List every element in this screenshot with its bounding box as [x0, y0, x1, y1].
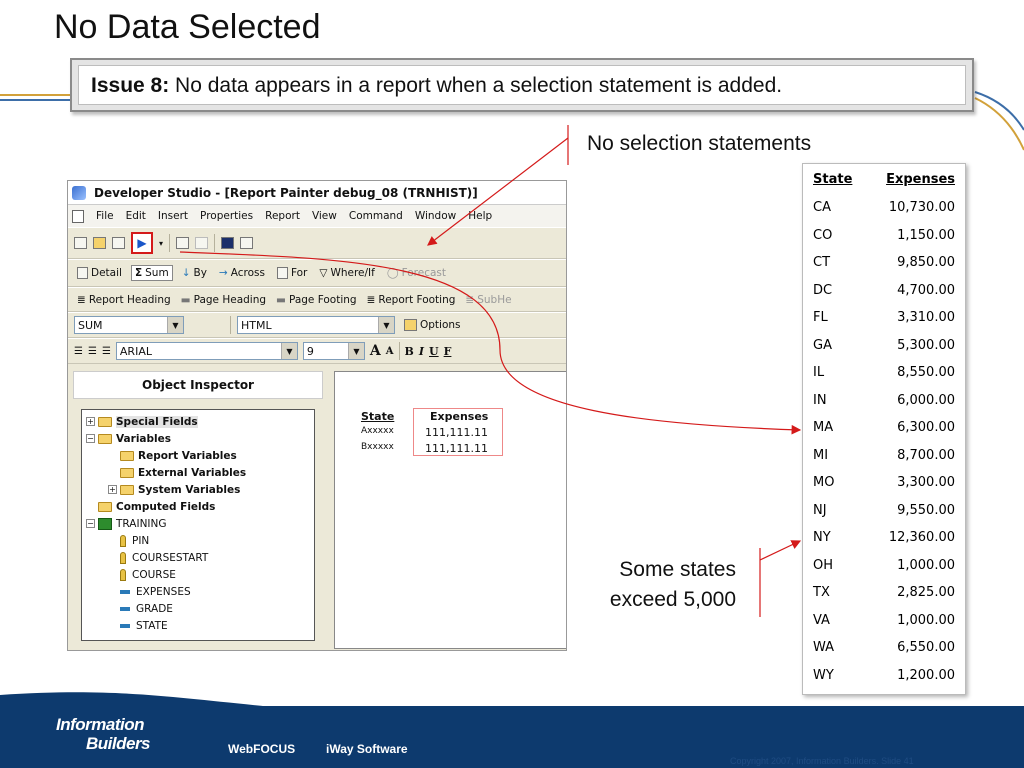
logo-line-2: Builders	[86, 734, 151, 753]
tree-node-grade[interactable]	[86, 600, 310, 617]
menu-report[interactable]: Report	[265, 210, 300, 222]
window-icon[interactable]	[221, 237, 234, 249]
collapse-icon[interactable]: −	[87, 434, 94, 443]
separator	[399, 342, 400, 360]
datasource-icon	[98, 518, 112, 530]
menu-help[interactable]: Help	[468, 210, 493, 222]
cell-expenses: 1,000.00	[897, 557, 955, 573]
cell-state: NJ	[813, 502, 827, 518]
open-icon[interactable]	[93, 237, 106, 249]
issue-box	[70, 58, 974, 112]
tree-label: External Variables	[138, 466, 247, 479]
align-right-icon[interactable]: ☰	[101, 345, 111, 357]
table-row	[803, 359, 965, 387]
chevron-down-icon: ▼	[281, 343, 297, 359]
tree-label: Variables	[116, 432, 171, 445]
tree-label: Special Fields	[116, 415, 198, 428]
document-icon	[72, 210, 84, 223]
table-row	[803, 607, 965, 635]
expenses-table-grid	[803, 164, 965, 689]
bold-button[interactable]: B	[404, 344, 414, 358]
cell-state: TX	[813, 585, 830, 601]
tree-label: Computed Fields	[116, 500, 216, 513]
cell-expenses: 3,310.00	[897, 310, 955, 326]
key-icon	[120, 552, 126, 564]
tree-label: STATE	[136, 619, 168, 632]
folder-icon	[120, 451, 134, 461]
cell-state: MA	[813, 420, 834, 436]
toolbar-output	[68, 312, 566, 338]
footer-product-webfocus: WebFOCUS	[228, 742, 296, 756]
tree-node-expenses[interactable]	[86, 583, 310, 600]
search-icon[interactable]	[195, 237, 208, 249]
tree-node-computed-fields[interactable]	[86, 498, 310, 515]
app-icon	[72, 186, 86, 200]
table-row	[803, 497, 965, 525]
detail-button[interactable]	[74, 266, 125, 280]
f-button[interactable]: F	[443, 344, 452, 358]
tree-node-external-variables[interactable]	[86, 464, 310, 481]
cell-expenses: 9,850.00	[897, 255, 955, 271]
expenses-table	[802, 163, 966, 695]
menu-window[interactable]: Window	[414, 210, 457, 222]
menu-view[interactable]: View	[311, 210, 337, 222]
menu-file[interactable]: File	[96, 210, 114, 222]
toolbar-headings	[68, 287, 566, 312]
folder-icon	[120, 468, 134, 478]
callout-line-1: Some states	[619, 558, 736, 581]
detail-icon	[77, 267, 88, 279]
expand-icon[interactable]: +	[87, 417, 94, 426]
col-header-state: State	[813, 171, 853, 187]
separator	[214, 234, 215, 252]
cell-state: IL	[813, 365, 825, 381]
chevron-down-icon: ▼	[378, 317, 394, 333]
run-button[interactable]: ▶	[131, 232, 153, 254]
tree-label: Report Variables	[138, 449, 237, 462]
cell-expenses: 10,730.00	[888, 200, 955, 216]
options-icon	[404, 319, 417, 331]
canvas-row-value: 111,111.11	[425, 426, 488, 439]
report-canvas[interactable]	[334, 371, 567, 649]
cell-expenses: 8,700.00	[897, 447, 955, 463]
folder-icon	[120, 485, 134, 495]
cell-state: OH	[813, 557, 834, 573]
expand-icon[interactable]: +	[109, 485, 116, 494]
toolbar-report	[68, 259, 566, 287]
heading-icon: ≣	[77, 293, 86, 306]
report-heading-button[interactable]	[74, 293, 174, 307]
callout-no-selection: No selection statements	[587, 132, 812, 155]
canvas-row-value: 111,111.11	[425, 442, 488, 455]
cell-state: WY	[813, 667, 834, 683]
logo-line-1: Information	[56, 715, 144, 734]
where-if-button[interactable]	[316, 266, 377, 280]
sum-button[interactable]	[131, 265, 173, 281]
footing-icon: ▬	[276, 293, 286, 306]
table-row	[803, 332, 965, 360]
grow-font-button[interactable]: A	[369, 343, 381, 359]
sigma-icon: Σ	[134, 267, 143, 279]
report-footing-label: Report Footing	[378, 293, 456, 306]
footing-icon: ≣	[366, 293, 376, 306]
toolbar-standard	[68, 227, 566, 259]
collapse-icon[interactable]: −	[87, 519, 94, 528]
tree-label: GRADE	[136, 602, 173, 615]
page-heading-button[interactable]	[178, 293, 269, 307]
page-title: No Data Selected	[54, 8, 321, 46]
menu-properties[interactable]: Properties	[200, 210, 254, 222]
tree-node-pin[interactable]	[86, 532, 310, 549]
for-icon	[277, 267, 288, 279]
properties-icon[interactable]	[112, 237, 125, 249]
table-row	[803, 387, 965, 415]
new-icon[interactable]	[74, 237, 87, 249]
cell-expenses: 6,300.00	[897, 420, 955, 436]
where-if-label: Where/If	[330, 267, 375, 279]
tree-label: PIN	[132, 534, 150, 547]
verb-select[interactable]	[74, 316, 184, 334]
cell-expenses: 1,150.00	[897, 227, 955, 243]
layout-icon[interactable]	[240, 237, 253, 249]
for-button[interactable]	[274, 266, 310, 280]
tree-label: System Variables	[138, 483, 241, 496]
inspector-tree	[81, 409, 315, 641]
window-titlebar[interactable]	[68, 181, 566, 205]
page-footing-button[interactable]	[273, 293, 360, 307]
footer-product-iway: iWay Software	[326, 742, 408, 756]
col-header-expenses: Expenses	[886, 171, 955, 187]
tree-node-report-variables[interactable]	[86, 447, 310, 464]
by-button[interactable]	[179, 266, 210, 280]
format-select[interactable]	[237, 316, 395, 334]
page-footing-label: Page Footing	[288, 293, 357, 306]
tree-label: COURSESTART	[132, 551, 209, 564]
cell-expenses: 4,700.00	[897, 282, 955, 298]
table-row	[803, 552, 965, 580]
tree-node-special-fields[interactable]	[86, 413, 310, 430]
developer-studio-window	[67, 180, 567, 651]
run-dropdown-icon[interactable]: ▾	[159, 238, 164, 248]
table-row	[803, 524, 965, 552]
cell-state: MO	[813, 475, 835, 491]
key-icon	[120, 569, 126, 581]
field-icon	[120, 590, 130, 594]
canvas-row-state: Bxxxxx	[361, 442, 394, 452]
table-row	[803, 469, 965, 497]
cell-state: CA	[813, 200, 831, 216]
cell-state: GA	[813, 337, 832, 353]
canvas-col-expenses[interactable]: Expenses	[430, 410, 489, 423]
subhead-icon: ≣	[465, 293, 475, 306]
report-footing-button[interactable]	[364, 293, 459, 307]
heading-icon: ▬	[180, 293, 191, 306]
table-header-row	[803, 164, 965, 194]
menu-insert[interactable]: Insert	[157, 210, 189, 222]
forecast-icon: ◯	[386, 267, 399, 279]
tree-node-system-variables[interactable]	[86, 481, 310, 498]
underline-button[interactable]: U	[429, 344, 439, 358]
filter-icon: ▽	[319, 267, 328, 279]
tree-node-course[interactable]	[86, 566, 310, 583]
tree-label: EXPENSES	[136, 585, 191, 598]
across-button[interactable]	[216, 266, 268, 280]
report-heading-label: Report Heading	[88, 293, 171, 306]
font-select[interactable]	[116, 342, 298, 360]
by-label: By	[193, 267, 207, 279]
toolbar-font	[68, 338, 566, 364]
cell-state: CO	[813, 227, 833, 243]
options-button[interactable]	[401, 318, 464, 332]
separator	[230, 316, 231, 334]
cell-expenses: 6,000.00	[897, 392, 955, 408]
page-heading-label: Page Heading	[193, 293, 267, 306]
tree-node-variables[interactable]	[86, 430, 310, 447]
tree-label: TRAINING	[116, 517, 167, 530]
table-row	[803, 222, 965, 250]
cell-expenses: 12,360.00	[888, 530, 955, 546]
arrow-right-icon: →	[218, 267, 228, 279]
table-row	[803, 194, 965, 222]
table-row	[803, 634, 965, 662]
font-value: ARIAL	[119, 344, 152, 358]
inspector-title: Object Inspector	[73, 371, 323, 399]
subhead-button[interactable]	[462, 293, 514, 307]
issue-description: No data appears in a report when a selection statement is added.	[169, 74, 783, 97]
table-row	[803, 277, 965, 305]
issue-label: Issue 8:	[91, 74, 170, 97]
callout-some-states	[570, 555, 736, 615]
cell-expenses: 6,550.00	[897, 640, 955, 656]
copyright-text: Copyright 2007, Information Builders. Slide 41	[730, 756, 914, 766]
detail-label: Detail	[91, 267, 122, 279]
menu-edit[interactable]: Edit	[125, 210, 146, 222]
table-row	[803, 579, 965, 607]
chevron-down-icon: ▼	[348, 343, 364, 359]
verb-value: SUM	[78, 318, 103, 332]
cell-expenses: 1,200.00	[897, 667, 955, 683]
issue-text	[78, 65, 966, 105]
field-icon	[120, 624, 130, 628]
cell-state: DC	[813, 282, 833, 298]
field-icon	[120, 607, 130, 611]
tree-node-state[interactable]	[86, 617, 310, 634]
font-size-value: 9	[306, 344, 314, 358]
callout-line-2: exceed 5,000	[609, 588, 736, 611]
cell-state: MI	[813, 447, 829, 463]
cell-expenses: 9,550.00	[897, 502, 955, 518]
table-row	[803, 304, 965, 332]
cell-state: CT	[813, 255, 831, 271]
canvas-col-state[interactable]: State	[361, 410, 395, 423]
menu-bar	[68, 205, 566, 227]
cell-expenses: 8,550.00	[897, 365, 955, 381]
cell-state: FL	[813, 310, 828, 326]
align-center-icon[interactable]: ☰	[87, 345, 97, 357]
tree-label: COURSE	[132, 568, 176, 581]
cell-expenses: 3,300.00	[897, 475, 955, 491]
report-icon[interactable]	[176, 237, 189, 249]
window-title: Developer Studio - [Report Painter debug_08 (TRNHIST)]	[94, 185, 478, 200]
across-label: Across	[230, 267, 265, 279]
folder-icon	[98, 417, 112, 427]
chevron-down-icon: ▼	[167, 317, 183, 333]
tree-node-coursestart[interactable]	[86, 549, 310, 566]
forecast-label: Forecast	[401, 267, 447, 279]
align-left-icon[interactable]: ☰	[74, 345, 83, 357]
subhead-label: SubHe	[477, 293, 512, 306]
sort-down-icon: ↓	[181, 267, 191, 279]
cell-state: VA	[813, 612, 830, 628]
for-label: For	[290, 267, 308, 279]
tree-node-training[interactable]	[86, 515, 310, 532]
cell-expenses: 5,300.00	[897, 337, 955, 353]
folder-icon	[98, 502, 112, 512]
cell-state: WA	[813, 640, 835, 656]
italic-button[interactable]: I	[418, 344, 425, 358]
forecast-button[interactable]	[384, 266, 449, 280]
sum-label: Sum	[145, 267, 169, 279]
cell-state: NY	[813, 530, 831, 546]
cell-expenses: 1,000.00	[897, 612, 955, 628]
menu-command[interactable]: Command	[348, 210, 403, 222]
cell-expenses: 2,825.00	[897, 585, 955, 601]
table-row	[803, 414, 965, 442]
shrink-font-button[interactable]: A	[385, 345, 394, 357]
key-icon	[120, 535, 126, 547]
folder-icon	[98, 434, 112, 444]
separator	[169, 234, 170, 252]
object-inspector	[71, 371, 325, 649]
font-size-select[interactable]	[303, 342, 365, 360]
table-row	[803, 442, 965, 470]
format-value: HTML	[241, 318, 272, 332]
arrow-to-ny	[760, 541, 800, 560]
options-label: Options	[420, 319, 461, 331]
cell-state: IN	[813, 392, 827, 408]
canvas-row-state: Axxxxx	[361, 426, 394, 436]
table-row	[803, 249, 965, 277]
